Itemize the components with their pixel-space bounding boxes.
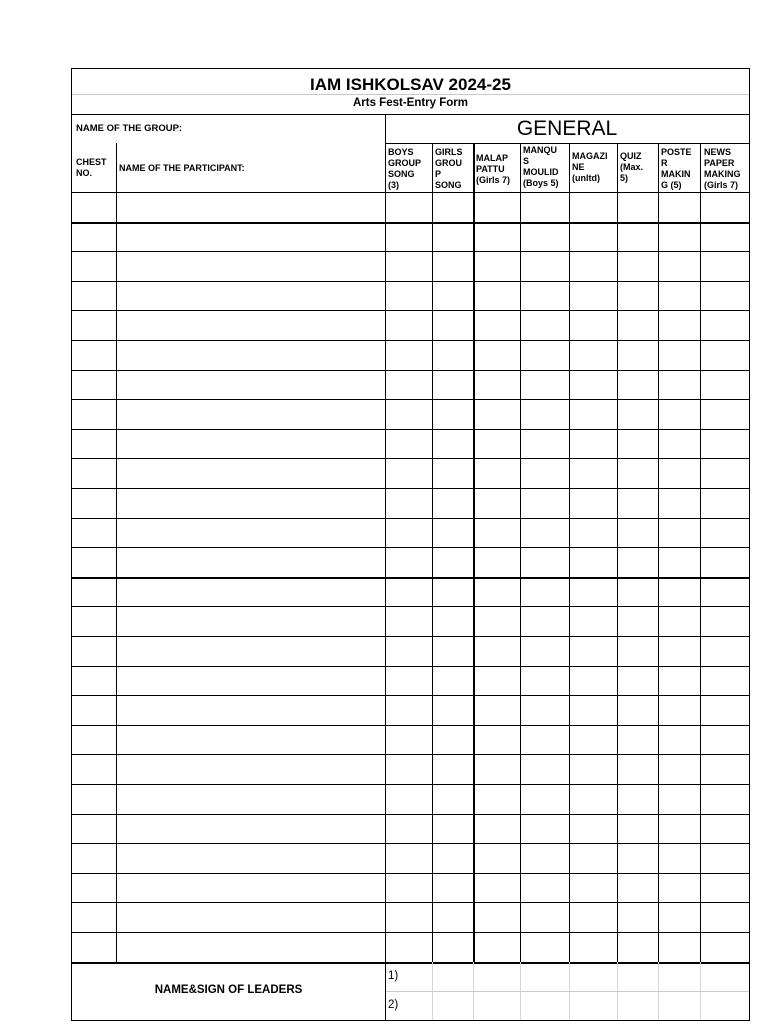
quiz-cell[interactable] [617,578,658,607]
magazine-cell[interactable] [569,223,617,252]
leader-grid-line [432,962,433,1020]
participant-name-cell[interactable] [116,400,385,429]
quiz-cell[interactable] [617,282,658,311]
event-header-boys-group-song: BOYS GROUP SONG (3) [388,147,422,190]
manqus-moulid-cell[interactable] [520,903,569,932]
girls-group-song-cell[interactable] [432,578,473,607]
chest-no-cell[interactable] [72,519,116,548]
chest-no-cell[interactable] [72,755,116,784]
quiz-cell[interactable] [617,459,658,488]
manqus-moulid-cell[interactable] [520,193,569,222]
girls-group-song-cell[interactable] [432,755,473,784]
participant-name-cell[interactable] [116,223,385,252]
malappattu-cell[interactable] [473,667,520,696]
boys-group-song-cell[interactable] [385,903,432,932]
manqus-moulid-cell[interactable] [520,430,569,459]
participant-name-cell[interactable] [116,193,385,222]
participant-name-cell[interactable] [116,459,385,488]
manqus-moulid-cell[interactable] [520,459,569,488]
poster-making-cell[interactable] [658,578,700,607]
newspaper-making-cell[interactable] [700,548,749,577]
malappattu-cell[interactable] [473,430,520,459]
event-header-manqus-moulid: MANQU S MOULID (Boys 5) [523,145,559,188]
poster-making-cell[interactable] [658,607,700,636]
quiz-cell[interactable] [617,341,658,370]
chest-no-cell[interactable] [72,400,116,429]
malappattu-cell[interactable] [473,252,520,281]
magazine-cell[interactable] [569,933,617,962]
boys-group-song-cell[interactable] [385,371,432,400]
malappattu-cell[interactable] [473,726,520,755]
chest-no-cell[interactable] [72,933,116,962]
group-name-label: NAME OF THE GROUP: [76,123,183,134]
newspaper-making-cell[interactable] [700,311,749,340]
girls-group-song-cell[interactable] [432,341,473,370]
manqus-moulid-cell[interactable] [520,548,569,577]
leader-line-1-label: 1) [388,970,399,982]
poster-making-cell[interactable] [658,489,700,518]
poster-making-cell[interactable] [658,282,700,311]
malappattu-cell[interactable] [473,489,520,518]
boys-group-song-cell[interactable] [385,311,432,340]
poster-making-cell[interactable] [658,311,700,340]
chest-no-cell[interactable] [72,193,116,222]
poster-making-cell[interactable] [658,815,700,844]
boys-group-song-cell[interactable] [385,607,432,636]
chest-no-cell[interactable] [72,785,116,814]
newspaper-making-cell[interactable] [700,903,749,932]
magazine-cell[interactable] [569,726,617,755]
newspaper-making-cell[interactable] [700,785,749,814]
participant-name-cell[interactable] [116,430,385,459]
leader-grid-line [617,962,618,1020]
leader-1-sign-field[interactable] [404,964,749,992]
chest-no-cell[interactable] [72,637,116,666]
chest-no-cell[interactable] [72,903,116,932]
boys-group-song-cell[interactable] [385,815,432,844]
participant-name-cell[interactable] [116,548,385,577]
participant-name-cell[interactable] [116,726,385,755]
newspaper-making-cell[interactable] [700,341,749,370]
manqus-moulid-cell[interactable] [520,311,569,340]
poster-making-cell[interactable] [658,874,700,903]
malappattu-cell[interactable] [473,755,520,784]
participant-name-cell[interactable] [116,696,385,725]
participant-name-cell[interactable] [116,637,385,666]
chest-no-header: CHEST NO. [76,157,107,178]
magazine-cell[interactable] [569,815,617,844]
chest-no-cell[interactable] [72,223,116,252]
malappattu-cell[interactable] [473,785,520,814]
newspaper-making-cell[interactable] [700,371,749,400]
boys-group-song-cell[interactable] [385,844,432,873]
girls-group-song-cell[interactable] [432,430,473,459]
form-title: IAM ISHKOLSAV 2024-25 [310,75,511,94]
poster-making-cell[interactable] [658,903,700,932]
chest-no-cell[interactable] [72,726,116,755]
chest-no-cell[interactable] [72,667,116,696]
poster-making-cell[interactable] [658,430,700,459]
manqus-moulid-cell[interactable] [520,844,569,873]
girls-group-song-cell[interactable] [432,489,473,518]
event-header-poster-making: POSTE R MAKIN G (5) [661,147,692,190]
girls-group-song-cell[interactable] [432,371,473,400]
newspaper-making-cell[interactable] [700,400,749,429]
newspaper-making-cell[interactable] [700,282,749,311]
leader-grid-line [700,962,701,1020]
leaders-divider [385,962,386,1020]
participant-name-cell[interactable] [116,844,385,873]
poster-making-cell[interactable] [658,519,700,548]
malappattu-cell[interactable] [473,933,520,962]
participant-name-cell[interactable] [116,755,385,784]
newspaper-making-cell[interactable] [700,874,749,903]
malappattu-cell[interactable] [473,607,520,636]
newspaper-making-cell[interactable] [700,844,749,873]
manqus-moulid-cell[interactable] [520,341,569,370]
manqus-moulid-cell[interactable] [520,252,569,281]
participant-name-cell[interactable] [116,282,385,311]
magazine-cell[interactable] [569,844,617,873]
girls-group-song-cell[interactable] [432,223,473,252]
boys-group-song-cell[interactable] [385,548,432,577]
participant-name-cell[interactable] [116,785,385,814]
manqus-moulid-cell[interactable] [520,726,569,755]
chest-no-cell[interactable] [72,874,116,903]
malappattu-cell[interactable] [473,341,520,370]
girls-group-song-cell[interactable] [432,667,473,696]
girls-group-song-cell[interactable] [432,874,473,903]
boys-group-song-cell[interactable] [385,341,432,370]
girls-group-song-cell[interactable] [432,193,473,222]
girls-group-song-cell[interactable] [432,519,473,548]
magazine-cell[interactable] [569,252,617,281]
newspaper-making-cell[interactable] [700,607,749,636]
newspaper-making-cell[interactable] [700,519,749,548]
newspaper-making-cell[interactable] [700,578,749,607]
quiz-cell[interactable] [617,874,658,903]
quiz-cell[interactable] [617,785,658,814]
participant-name-cell[interactable] [116,578,385,607]
quiz-cell[interactable] [617,844,658,873]
malappattu-cell[interactable] [473,696,520,725]
girls-group-song-cell[interactable] [432,252,473,281]
newspaper-making-cell[interactable] [700,252,749,281]
malappattu-cell[interactable] [473,519,520,548]
title-divider [72,94,749,95]
malappattu-cell[interactable] [473,874,520,903]
poster-making-cell[interactable] [658,637,700,666]
malappattu-cell[interactable] [473,815,520,844]
magazine-cell[interactable] [569,903,617,932]
quiz-cell[interactable] [617,933,658,962]
participant-name-cell[interactable] [116,874,385,903]
group-name-field[interactable] [192,117,384,143]
leader-grid-line [520,962,521,1020]
boys-group-song-cell[interactable] [385,519,432,548]
quiz-cell[interactable] [617,371,658,400]
boys-group-song-cell[interactable] [385,193,432,222]
boys-group-song-cell[interactable] [385,252,432,281]
chest-no-cell[interactable] [72,696,116,725]
leader-grid-line [658,962,659,1020]
poster-making-cell[interactable] [658,400,700,429]
quiz-cell[interactable] [617,519,658,548]
quiz-cell[interactable] [617,667,658,696]
magazine-cell[interactable] [569,548,617,577]
category-heading: GENERAL [516,117,618,140]
boys-group-song-cell[interactable] [385,430,432,459]
newspaper-making-cell[interactable] [700,637,749,666]
manqus-moulid-cell[interactable] [520,371,569,400]
chest-no-cell[interactable] [72,341,116,370]
manqus-moulid-cell[interactable] [520,933,569,962]
manqus-moulid-cell[interactable] [520,755,569,784]
malappattu-cell[interactable] [473,844,520,873]
participant-name-cell[interactable] [116,489,385,518]
magazine-cell[interactable] [569,667,617,696]
poster-making-cell[interactable] [658,726,700,755]
chest-no-cell[interactable] [72,371,116,400]
boys-group-song-cell[interactable] [385,489,432,518]
leader-grid-line [569,962,570,1020]
girls-group-song-cell[interactable] [432,933,473,962]
boys-group-song-cell[interactable] [385,785,432,814]
quiz-cell[interactable] [617,755,658,784]
quiz-cell[interactable] [617,311,658,340]
leader-line-divider [385,991,749,992]
entry-form [71,68,750,1021]
participant-name-header: NAME OF THE PARTICIPANT: [119,163,245,173]
boys-group-song-cell[interactable] [385,459,432,488]
quiz-cell[interactable] [617,607,658,636]
magazine-cell[interactable] [569,311,617,340]
boys-group-song-cell[interactable] [385,223,432,252]
quiz-cell[interactable] [617,637,658,666]
manqus-moulid-cell[interactable] [520,282,569,311]
participant-name-cell[interactable] [116,903,385,932]
manqus-moulid-cell[interactable] [520,223,569,252]
quiz-cell[interactable] [617,193,658,222]
boys-group-song-cell[interactable] [385,755,432,784]
newspaper-making-cell[interactable] [700,755,749,784]
quiz-cell[interactable] [617,548,658,577]
girls-group-song-cell[interactable] [432,282,473,311]
poster-making-cell[interactable] [658,371,700,400]
poster-making-cell[interactable] [658,667,700,696]
poster-making-cell[interactable] [658,933,700,962]
girls-group-song-cell[interactable] [432,726,473,755]
girls-group-song-cell[interactable] [432,311,473,340]
poster-making-cell[interactable] [658,548,700,577]
manqus-moulid-cell[interactable] [520,637,569,666]
chest-no-cell[interactable] [72,282,116,311]
participant-name-cell[interactable] [116,815,385,844]
chest-no-cell[interactable] [72,489,116,518]
girls-group-song-cell[interactable] [432,548,473,577]
leader-grid-line [473,962,474,1020]
header-divider [72,114,749,115]
poster-making-cell[interactable] [658,755,700,784]
magazine-cell[interactable] [569,341,617,370]
quiz-cell[interactable] [617,252,658,281]
magazine-cell[interactable] [569,607,617,636]
magazine-cell[interactable] [569,400,617,429]
manqus-moulid-cell[interactable] [520,607,569,636]
chest-no-cell[interactable] [72,815,116,844]
manqus-moulid-cell[interactable] [520,489,569,518]
participant-name-cell[interactable] [116,252,385,281]
chest-no-cell[interactable] [72,459,116,488]
boys-group-song-cell[interactable] [385,282,432,311]
manqus-moulid-cell[interactable] [520,815,569,844]
manqus-moulid-cell[interactable] [520,519,569,548]
malappattu-cell[interactable] [473,903,520,932]
malappattu-cell[interactable] [473,311,520,340]
poster-making-cell[interactable] [658,252,700,281]
magazine-cell[interactable] [569,519,617,548]
poster-making-cell[interactable] [658,223,700,252]
poster-making-cell[interactable] [658,459,700,488]
chest-no-cell[interactable] [72,607,116,636]
chest-no-cell[interactable] [72,311,116,340]
girls-group-song-cell[interactable] [432,400,473,429]
magazine-cell[interactable] [569,459,617,488]
boys-group-song-cell[interactable] [385,637,432,666]
newspaper-making-cell[interactable] [700,726,749,755]
poster-making-cell[interactable] [658,193,700,222]
quiz-cell[interactable] [617,815,658,844]
malappattu-cell[interactable] [473,459,520,488]
newspaper-making-cell[interactable] [700,459,749,488]
magazine-cell[interactable] [569,578,617,607]
magazine-cell[interactable] [569,637,617,666]
newspaper-making-cell[interactable] [700,933,749,962]
girls-group-song-cell[interactable] [432,637,473,666]
magazine-cell[interactable] [569,874,617,903]
chest-no-cell[interactable] [72,252,116,281]
newspaper-making-cell[interactable] [700,815,749,844]
girls-group-song-cell[interactable] [432,903,473,932]
newspaper-making-cell[interactable] [700,696,749,725]
participant-name-cell[interactable] [116,371,385,400]
manqus-moulid-cell[interactable] [520,667,569,696]
girls-group-song-cell[interactable] [432,785,473,814]
event-header-newspaper-making: NEWS PAPER MAKING (Girls 7) [704,147,741,190]
leader-line-2-label: 2) [388,999,399,1011]
magazine-cell[interactable] [569,371,617,400]
malappattu-cell[interactable] [473,400,520,429]
chest-no-cell[interactable] [72,844,116,873]
boys-group-song-cell[interactable] [385,696,432,725]
poster-making-cell[interactable] [658,341,700,370]
newspaper-making-cell[interactable] [700,430,749,459]
magazine-cell[interactable] [569,193,617,222]
poster-making-cell[interactable] [658,696,700,725]
event-header-malappattu: MALAP PATTU (Girls 7) [476,153,511,185]
magazine-cell[interactable] [569,785,617,814]
newspaper-making-cell[interactable] [700,667,749,696]
manqus-moulid-cell[interactable] [520,874,569,903]
poster-making-cell[interactable] [658,844,700,873]
magazine-cell[interactable] [569,755,617,784]
newspaper-making-cell[interactable] [700,489,749,518]
quiz-cell[interactable] [617,903,658,932]
magazine-cell[interactable] [569,430,617,459]
participant-name-cell[interactable] [116,667,385,696]
row-divider [72,962,749,964]
malappattu-cell[interactable] [473,282,520,311]
manqus-moulid-cell[interactable] [520,400,569,429]
girls-group-song-cell[interactable] [432,607,473,636]
boys-group-song-cell[interactable] [385,667,432,696]
chest-no-cell[interactable] [72,578,116,607]
participant-name-cell[interactable] [116,341,385,370]
boys-group-song-cell[interactable] [385,933,432,962]
malappattu-cell[interactable] [473,193,520,222]
malappattu-cell[interactable] [473,223,520,252]
poster-making-cell[interactable] [658,785,700,814]
newspaper-making-cell[interactable] [700,193,749,222]
newspaper-making-cell[interactable] [700,223,749,252]
leaders-label: NAME&SIGN OF LEADERS [154,984,303,996]
girls-group-song-cell[interactable] [432,815,473,844]
malappattu-cell[interactable] [473,637,520,666]
malappattu-cell[interactable] [473,578,520,607]
form-subtitle: Arts Fest-Entry Form [352,97,469,109]
participant-name-cell[interactable] [116,933,385,962]
manqus-moulid-cell[interactable] [520,785,569,814]
event-header-girls-group-song: GIRLS GROU P SONG [435,147,463,190]
chest-no-cell[interactable] [72,548,116,577]
participant-name-cell[interactable] [116,311,385,340]
magazine-cell[interactable] [569,696,617,725]
girls-group-song-cell[interactable] [432,459,473,488]
boys-group-song-cell[interactable] [385,578,432,607]
participant-name-cell[interactable] [116,607,385,636]
category-divider [385,143,749,144]
chest-no-cell[interactable] [72,430,116,459]
girls-group-song-cell[interactable] [432,696,473,725]
girls-group-song-cell[interactable] [432,844,473,873]
boys-group-song-cell[interactable] [385,874,432,903]
quiz-cell[interactable] [617,489,658,518]
magazine-cell[interactable] [569,489,617,518]
boys-group-song-cell[interactable] [385,726,432,755]
quiz-cell[interactable] [617,726,658,755]
participant-name-cell[interactable] [116,519,385,548]
malappattu-cell[interactable] [473,371,520,400]
malappattu-cell[interactable] [473,548,520,577]
leader-2-sign-field[interactable] [404,993,749,1021]
event-header-quiz: QUIZ (Max. 5) [620,151,644,183]
manqus-moulid-cell[interactable] [520,578,569,607]
quiz-cell[interactable] [617,696,658,725]
manqus-moulid-cell[interactable] [520,696,569,725]
boys-group-song-cell[interactable] [385,400,432,429]
event-header-magazine: MAGAZI NE (unltd) [572,151,608,183]
quiz-cell[interactable] [617,223,658,252]
quiz-cell[interactable] [617,400,658,429]
magazine-cell[interactable] [569,282,617,311]
quiz-cell[interactable] [617,430,658,459]
